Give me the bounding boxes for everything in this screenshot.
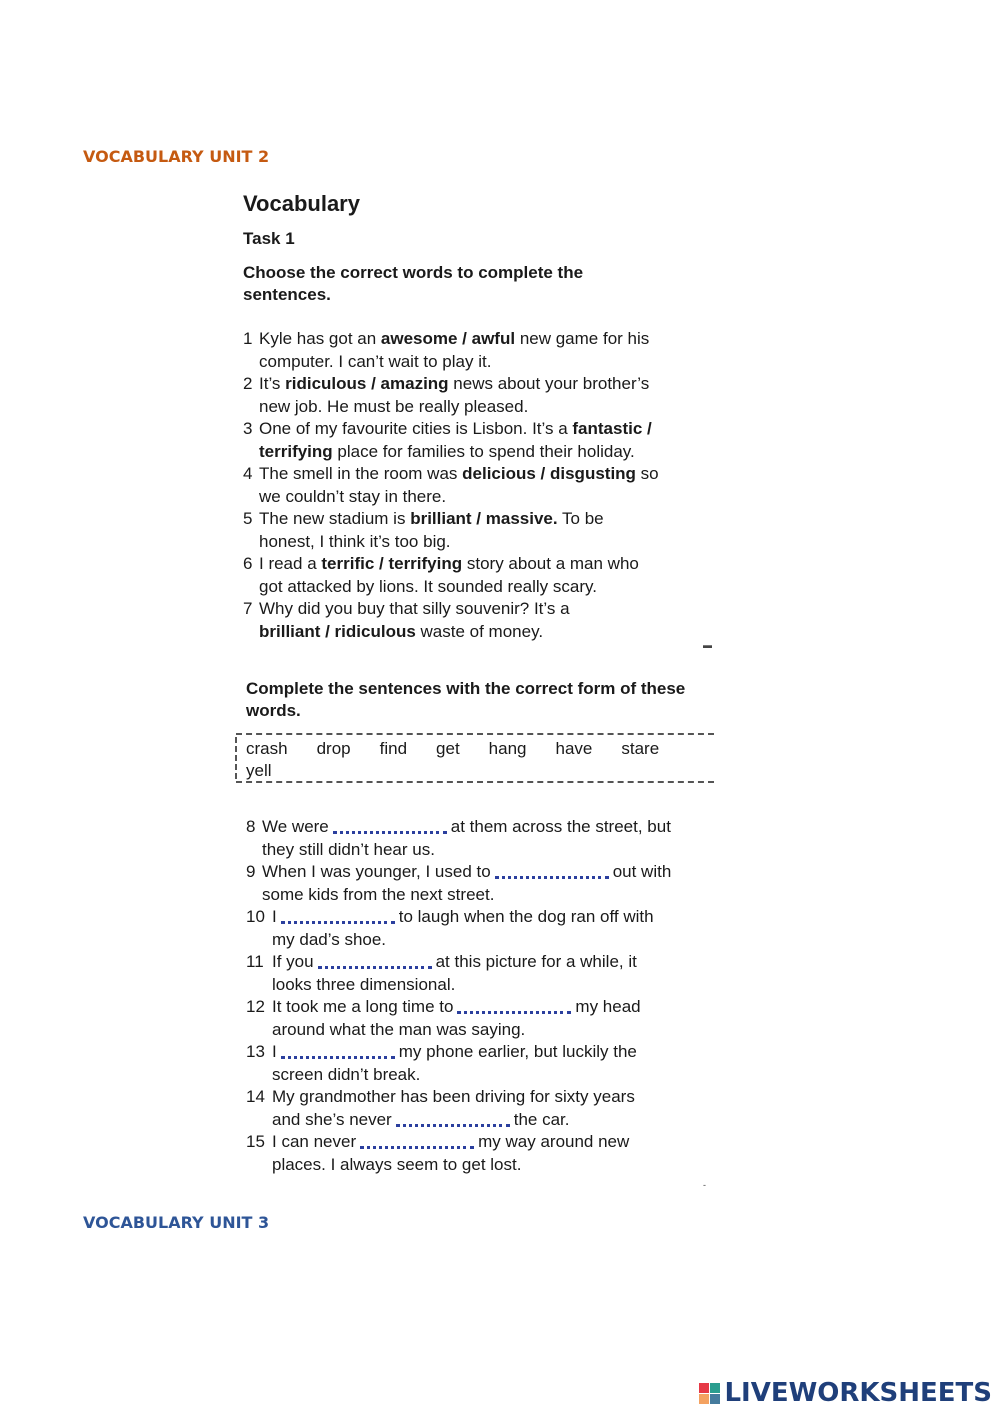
item-line — [259, 553, 723, 576]
item-line — [259, 373, 723, 396]
item-line — [272, 906, 726, 929]
task2-item — [246, 861, 726, 906]
word-list — [246, 738, 706, 782]
word-option: find — [379, 739, 408, 758]
sentence-text: looks three dimensional. — [272, 974, 456, 994]
sentence-text: It’s — [259, 374, 286, 393]
task2-item — [246, 1041, 726, 1086]
answer-blank[interactable] — [333, 817, 447, 834]
item-line — [262, 861, 726, 884]
item-line — [272, 996, 726, 1019]
item-line — [262, 884, 726, 907]
item-line — [272, 1154, 726, 1177]
item-number: 2 — [243, 374, 253, 393]
item-number: 11 — [246, 952, 264, 971]
sentence-text: When I was younger, I used to — [262, 862, 491, 881]
answer-blank[interactable] — [495, 862, 609, 879]
item-number: 8 — [246, 817, 256, 836]
sentence-text: screen didn’t break. — [272, 1064, 421, 1084]
logo-square — [710, 1394, 720, 1404]
sentence-text: got attacked by lions. It sounded really scary. — [259, 576, 597, 596]
sentence-text: we couldn’t stay in there. — [259, 486, 447, 506]
item-line — [259, 328, 723, 351]
unit2-heading: VOCABULARY UNIT 2 — [83, 147, 270, 166]
logo-square — [699, 1394, 709, 1404]
item-line — [262, 816, 726, 839]
sentence-text: new job. He must be really pleased. — [259, 396, 529, 416]
item-line — [262, 839, 726, 862]
item-line — [272, 1109, 726, 1132]
sentence-text: to laugh when the dog ran off with — [398, 907, 654, 926]
task2-item — [246, 951, 726, 996]
task2-instruction: Complete the sentences with the correct form of these words. — [246, 679, 686, 720]
answer-blank[interactable] — [457, 997, 571, 1014]
word-choice: delicious / disgusting — [462, 464, 636, 483]
section-title: Vocabulary — [243, 191, 360, 216]
item-number: 7 — [243, 599, 253, 618]
item-number: 1 — [243, 329, 253, 348]
task1-item — [243, 508, 723, 553]
sentence-text: some kids from the next street. — [262, 884, 495, 904]
logo-square — [699, 1383, 709, 1393]
item-number: 15 — [246, 1132, 265, 1151]
sentence-text: waste of money. — [415, 621, 544, 641]
item-number: 5 — [243, 509, 253, 528]
word-choice: fantastic / — [572, 419, 652, 438]
sentence-text: The smell in the room was — [259, 464, 463, 483]
item-number: 3 — [243, 419, 253, 438]
sentence-text: at this picture for a while, it — [435, 952, 637, 971]
task2-item — [246, 996, 726, 1041]
item-line — [259, 508, 723, 531]
task2-item — [246, 1086, 726, 1131]
answer-blank[interactable] — [281, 1042, 395, 1059]
sentence-text: and she’s never — [272, 1109, 392, 1129]
sentence-text: computer. I can’t wait to play it. — [259, 351, 492, 371]
item-number: 4 — [243, 464, 253, 483]
item-line — [259, 486, 723, 509]
word-choice: terrifying — [259, 441, 333, 461]
item-line — [259, 463, 723, 486]
item-number: 10 — [246, 907, 265, 926]
sentence-text: I can never — [272, 1132, 357, 1151]
task1-item — [243, 328, 723, 373]
item-line — [259, 621, 723, 644]
sentence-text: My grandmother has been driving for sixty years — [272, 1087, 635, 1106]
item-line — [272, 1086, 726, 1109]
scan-mark: ▬ — [703, 640, 712, 650]
task2-item — [246, 816, 726, 861]
item-number: 6 — [243, 554, 253, 573]
sentence-text: my head — [575, 997, 641, 1016]
word-option: hang — [488, 739, 527, 758]
item-number: 9 — [246, 862, 256, 881]
task1-item — [243, 463, 723, 508]
word-choice: awesome / awful — [380, 329, 516, 348]
task2-list — [246, 816, 726, 1176]
answer-blank[interactable] — [318, 952, 432, 969]
item-line — [259, 598, 723, 621]
liveworksheets-logo — [699, 1378, 992, 1408]
sentence-text: I — [272, 1042, 277, 1061]
scan-mark: - — [703, 1180, 706, 1190]
sentence-text: so — [635, 464, 659, 483]
logo-square — [710, 1383, 720, 1393]
sentence-text: If you — [272, 952, 314, 971]
item-line — [259, 576, 723, 599]
brand-name: LIVEWORKSHEETS — [724, 1378, 992, 1408]
sentence-text: I read a — [259, 554, 322, 573]
logo-icon — [699, 1383, 720, 1404]
item-line — [272, 1131, 726, 1154]
item-line — [259, 418, 723, 441]
sentence-text: around what the man was saying. — [272, 1019, 526, 1039]
sentence-text: story about a man who — [462, 554, 639, 573]
task1-item — [243, 418, 723, 463]
item-number: 14 — [246, 1087, 265, 1106]
sentence-text: my way around new — [478, 1132, 630, 1151]
word-option: crash — [246, 739, 288, 758]
task1-instruction: Choose the correct words to complete the sentences. — [243, 263, 584, 304]
sentence-text: my phone earlier, but luckily the — [398, 1042, 637, 1061]
answer-blank[interactable] — [360, 1132, 474, 1149]
sentence-text: new game for his — [515, 329, 650, 348]
word-choice: brilliant / massive. — [410, 509, 558, 528]
word-option: drop — [316, 739, 351, 758]
sentence-text: they still didn’t hear us. — [262, 839, 435, 859]
sentence-text: place for families to spend their holiday. — [332, 441, 635, 461]
item-line — [272, 1064, 726, 1087]
word-option: have — [555, 739, 593, 758]
word-choice: ridiculous / amazing — [285, 374, 449, 393]
sentence-text: places. I always seem to get lost. — [272, 1154, 522, 1174]
sentence-text: the car. — [513, 1109, 570, 1129]
item-line — [259, 531, 723, 554]
item-number: 12 — [246, 997, 265, 1016]
sentence-text: at them across the street, but — [450, 817, 671, 836]
unit3-heading: VOCABULARY UNIT 3 — [83, 1213, 270, 1232]
sentence-text: I — [272, 907, 277, 926]
sentence-text: The new stadium is — [259, 509, 411, 528]
sentence-text: my dad’s shoe. — [272, 929, 387, 949]
task2-item — [246, 1131, 726, 1176]
sentence-text: Why did you buy that silly souvenir? It’s a — [259, 599, 570, 618]
item-line — [272, 1019, 726, 1042]
item-line — [259, 351, 723, 374]
word-option: stare — [621, 739, 660, 758]
item-line — [272, 974, 726, 997]
item-line — [259, 441, 723, 464]
sentence-text: honest, I think it’s too big. — [259, 531, 451, 551]
sentence-text: out with — [612, 862, 672, 881]
sentence-text: news about your brother’s — [448, 374, 650, 393]
task2-item — [246, 906, 726, 951]
task1-item — [243, 598, 723, 643]
item-line — [272, 951, 726, 974]
word-option: yell — [246, 761, 272, 780]
word-box — [236, 733, 714, 783]
word-choice: terrific / terrifying — [321, 554, 463, 573]
sentence-text: It took me a long time to — [272, 997, 454, 1016]
item-line — [259, 396, 723, 419]
task1-item — [243, 553, 723, 598]
answer-blank[interactable] — [281, 907, 395, 924]
word-choice: brilliant / ridiculous — [259, 621, 416, 641]
sentence-text: To be — [557, 509, 604, 528]
task-title: Task 1 — [243, 229, 295, 248]
item-line — [272, 1041, 726, 1064]
word-option: get — [436, 739, 460, 758]
item-number: 13 — [246, 1042, 265, 1061]
item-line — [272, 929, 726, 952]
sentence-text: We were — [262, 817, 329, 836]
sentence-text: Kyle has got an — [259, 329, 381, 348]
sentence-text: One of my favourite cities is Lisbon. It’s a — [259, 419, 573, 438]
task1-item — [243, 373, 723, 418]
answer-blank[interactable] — [396, 1110, 510, 1127]
task1-list — [243, 328, 723, 643]
